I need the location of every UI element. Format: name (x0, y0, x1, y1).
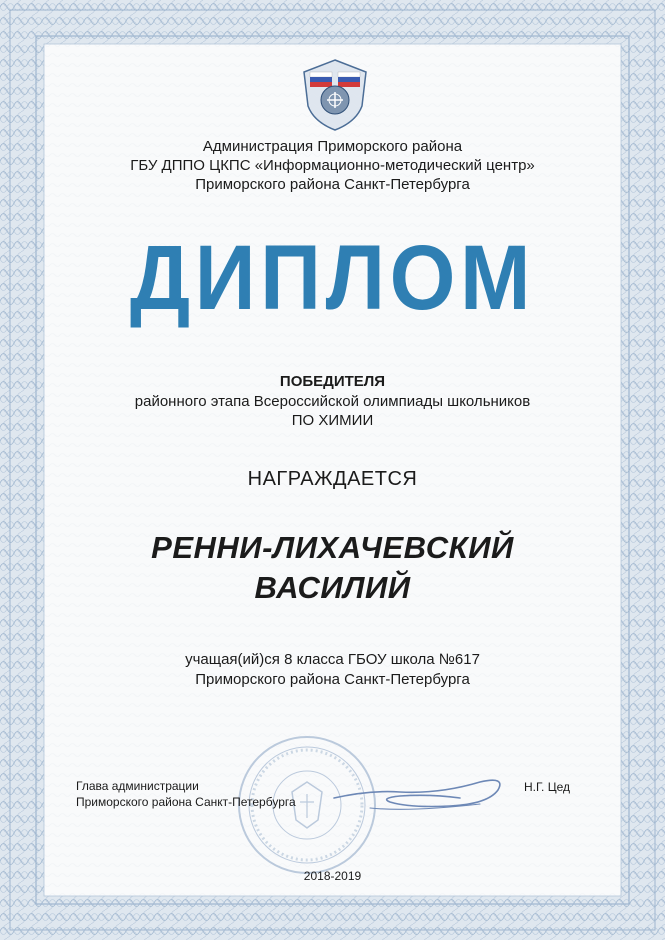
olympiad-emblem-icon (296, 56, 374, 134)
academic-year: 2018-2019 (303, 869, 362, 883)
header-line-3: Приморского района Санкт-Петербурга (195, 176, 470, 193)
handwritten-signature (330, 768, 510, 820)
student-info-line-1: учащая(ий)ся 8 класса ГБОУ школа №617 (185, 651, 480, 668)
signatory-position-line-2: Приморского района Санкт-Петербурга (76, 795, 296, 809)
award-subtitle: районного этапа Всероссийской олимпиады школьников (134, 393, 531, 410)
award-subject: ПО ХИМИИ (291, 412, 374, 429)
signatory-name: Н.Г. Цед (524, 780, 570, 794)
header-line-2: ГБУ ДППО ЦКПС «Информационно-методический центр» (130, 157, 535, 174)
recipient-name (0, 528, 665, 608)
recipient-given-name: ВАСИЛИЙ (254, 570, 411, 605)
recipient-surname: РЕННИ-ЛИХАЧЕВСКИЙ (151, 530, 514, 565)
awarded-label: НАГРАЖДАЕТСЯ (247, 468, 418, 490)
signatory-position (76, 778, 296, 810)
student-info (0, 650, 665, 690)
signatory-position-line-1: Глава администрации (76, 779, 199, 793)
header-line-1: Администрация Приморского района (202, 138, 463, 155)
diploma-title: ДИПЛОМ (129, 227, 536, 329)
student-info-line-2: Приморского района Санкт-Петербурга (195, 671, 470, 688)
award-heading: ПОБЕДИТЕЛЯ (279, 373, 386, 390)
organization-header (0, 137, 665, 194)
